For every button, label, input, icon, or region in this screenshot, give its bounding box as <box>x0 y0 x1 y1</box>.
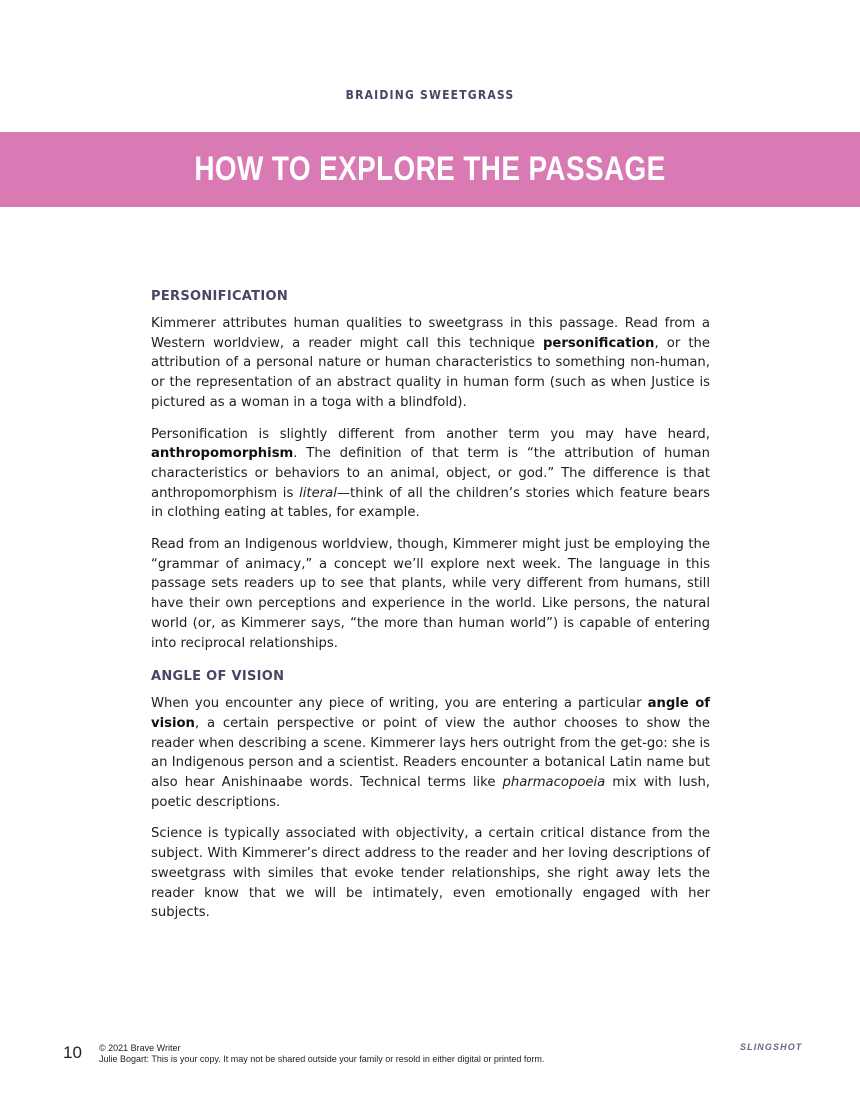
section-heading-angle-of-vision: ANGLE OF VISION <box>151 669 285 685</box>
paragraph-text: Science is typically associated with objectivity, a certain critical distance from the subject. With Kimmerer’s direct address to the reader and her loving descriptions of sweetgrass with similes that evoke tender relationships, she right away lets the reader know that we will be intimately, even emotionally engaged with her subjects. <box>151 826 710 921</box>
license-notice: Julie Bogart: This is your copy. It may not be shared outside your family or resold in either digital or printed form. <box>99 1054 545 1064</box>
paragraph-text: Read from an Indigenous worldview, though, Kimmerer might just be employing the “grammar of animacy,” a concept we’ll explore next week. The language in this passage sets readers up to see that plants, while very different from humans, still have their own perceptions and experience in the world. Like persons, the natural world (or, as Kimmerer says, “the more than human world”) is capable of entering into reciprocal relationships. <box>151 537 710 651</box>
paragraph <box>151 314 710 413</box>
running-title: BRAIDING SWEETGRASS <box>345 88 515 102</box>
paragraph-text: . The definition of that term is “the attribution of human characteristics or behaviors to an animal, object, or god.” The difference is that anthropomorphism is <box>151 446 710 501</box>
paragraph <box>151 425 710 524</box>
paragraph-text: mix with lush, poetic descriptions. <box>151 775 710 810</box>
paragraph-text: —think of all the children’s stories which feature bears in clothing eating at tables, for example. <box>151 485 710 521</box>
paragraph-text: , a certain perspective or point of view the author chooses to show the reader when describing a scene. Kimmerer lays hers outright from the get-go: she is an Indigenous person and a scientist. Readers encounter a botanical Latin name but also hear Anishinaabe words. Technical terms like <box>151 715 710 791</box>
section-heading-personification: PERSONIFICATION <box>151 289 288 304</box>
bold-term: personification <box>542 335 655 351</box>
paragraph-text: , or the attribution of a personal nature or human characteristics to something non-human, or the representation of an abstract quality in human form (such as when Justice is pictured as a woman in a toga with a blindfold). <box>151 335 710 410</box>
paragraph-text: When you encounter any piece of writing, you are entering a particular <box>151 696 648 712</box>
bold-term: angle of vision <box>151 696 710 731</box>
italic-term: literal <box>299 485 337 501</box>
title-banner <box>0 132 860 207</box>
copyright-notice <box>99 1043 544 1065</box>
paragraph-text: Kimmerer attributes human qualities to sweetgrass in this passage. Read from a Western worldview, a reader might call this technique <box>151 316 710 351</box>
paragraph-text: Personification is slightly different from another term you may have heard, <box>151 426 710 442</box>
paragraph <box>151 824 710 923</box>
paragraph <box>151 535 710 653</box>
bold-term: anthropomorphism <box>151 446 294 462</box>
paragraph <box>151 694 710 812</box>
main-content <box>151 289 710 935</box>
page-title: HOW TO EXPLORE THE PASSAGE <box>194 150 666 188</box>
italic-term: pharmacopoeia <box>502 775 606 791</box>
brand-logo: SLINGSHOT <box>740 1042 803 1052</box>
copyright-line: © 2021 Brave Writer <box>99 1043 181 1053</box>
page-number: 10 <box>63 1043 82 1062</box>
